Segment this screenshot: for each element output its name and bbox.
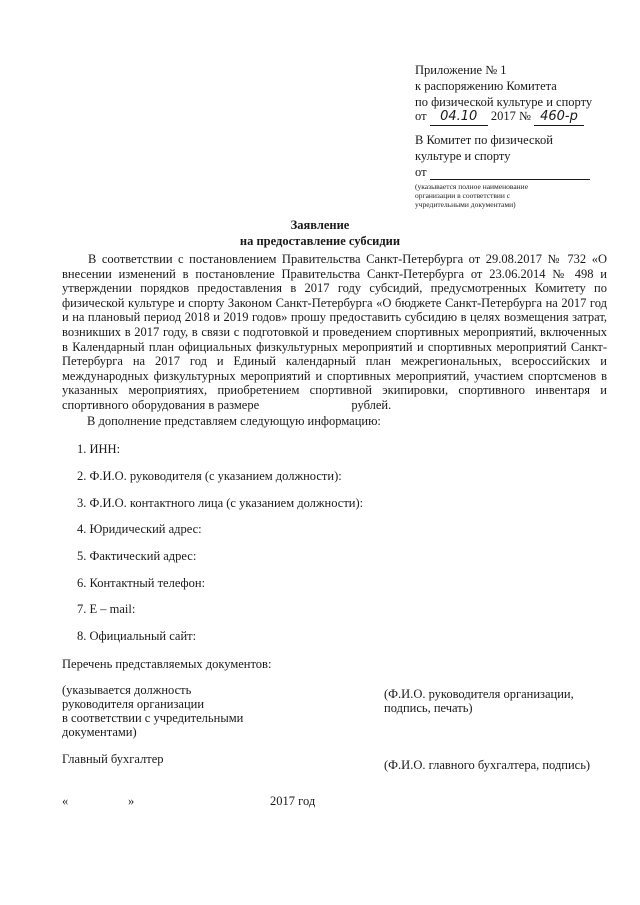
item-email: 7. E – mail: [77,602,136,616]
addressee-note-1: (указывается полное наименование [415,182,529,191]
from-field [430,167,590,180]
signature-note-3: в соответствии с учредительными [62,711,244,725]
head-signature-1: (Ф.И.О. руководителя организации, [384,687,574,701]
footer-year: 2017 год [270,794,316,808]
item-actual-address: 5. Фактический адрес: [77,549,197,563]
order-number: 460-р [534,109,584,126]
appendix-line-2: к распоряжению Комитета [415,79,557,93]
signature-note-4: документами) [62,725,137,739]
accountant-label: Главный бухгалтер [62,752,164,766]
signature-note-1: (указывается должность [62,683,192,697]
accountant-signature: (Ф.И.О. главного бухгалтера, подпись) [384,758,591,772]
appendix-label: Приложение № 1 [415,63,507,77]
addressee-line-1: В Комитет по физической [415,133,553,147]
signature-note-2: руководителя организации [62,697,205,711]
date-close-quote: » [128,794,135,808]
document-title: Заявление [290,218,350,232]
item-website: 8. Официальный сайт: [77,629,197,643]
additional-info: В дополнение представляем следующую информацию: [87,414,381,428]
addressee-line-2: культуре и спорту [415,149,511,163]
date-prefix: от [415,109,427,123]
year-text: 2017 № [490,109,531,123]
documents-list-label: Перечень представляемых документов: [62,657,272,671]
item-phone: 6. Контактный телефон: [77,576,206,590]
main-paragraph [62,252,607,413]
item-inn: 1. ИНН: [77,442,121,456]
from-line [415,164,590,180]
main-paragraph-text: В соответствии с постановлением Правительства Санкт-Петербурга от 29.08.2017 № 732 «О внесении изменений в постановление Правительства Санкт-Петербурга от 23.06.2014 № 498 и утверждении порядков предоставления в 2017 году субсидий, предусмотренных Комитету по физической культуре и спорту Законом Санкт-Петербурга «О бюджете Санкт-Петербурга на 2017 год и на плановый период 2018 и 2019 годов» прошу предоставить субсидию в целях возмещения затрат, возникших в 2017 году, в связи с подготовкой и проведением спортивных мероприятий, включенных в Календарный план официальных физкультурных мероприятий и спортивных мероприятий Санкт-Петербурга на 2017 год и Единый календарный план межрегиональных, всероссийских и международных физкультурных мероприятий и спортивных мероприятий, участием спортсменов в указанных мероприятиях, приобретением спортивной экипировки, спортивного инвентаря и спортивного оборудования в размере [62,252,607,412]
amount-unit: рублей. [351,397,392,412]
item-head-name: 2. Ф.И.О. руководителя (с указанием должности): [77,469,342,483]
appendix-date-line [415,108,584,126]
item-contact-name: 3. Ф.И.О. контактного лица (с указанием должности): [77,496,364,510]
addressee-note-3: учредительными документами) [415,200,516,209]
date-value: 04.10 [430,109,488,126]
head-signature-2: подпись, печать) [384,701,473,715]
item-legal-address: 4. Юридический адрес: [77,522,202,536]
document-subtitle: на предоставление субсидии [239,234,401,248]
appendix-line-3: по физической культуре и спорту [415,95,593,109]
from-label: от [415,165,427,179]
date-open-quote: « [62,794,69,808]
addressee-note-2: организации в соответствии с [415,191,511,200]
